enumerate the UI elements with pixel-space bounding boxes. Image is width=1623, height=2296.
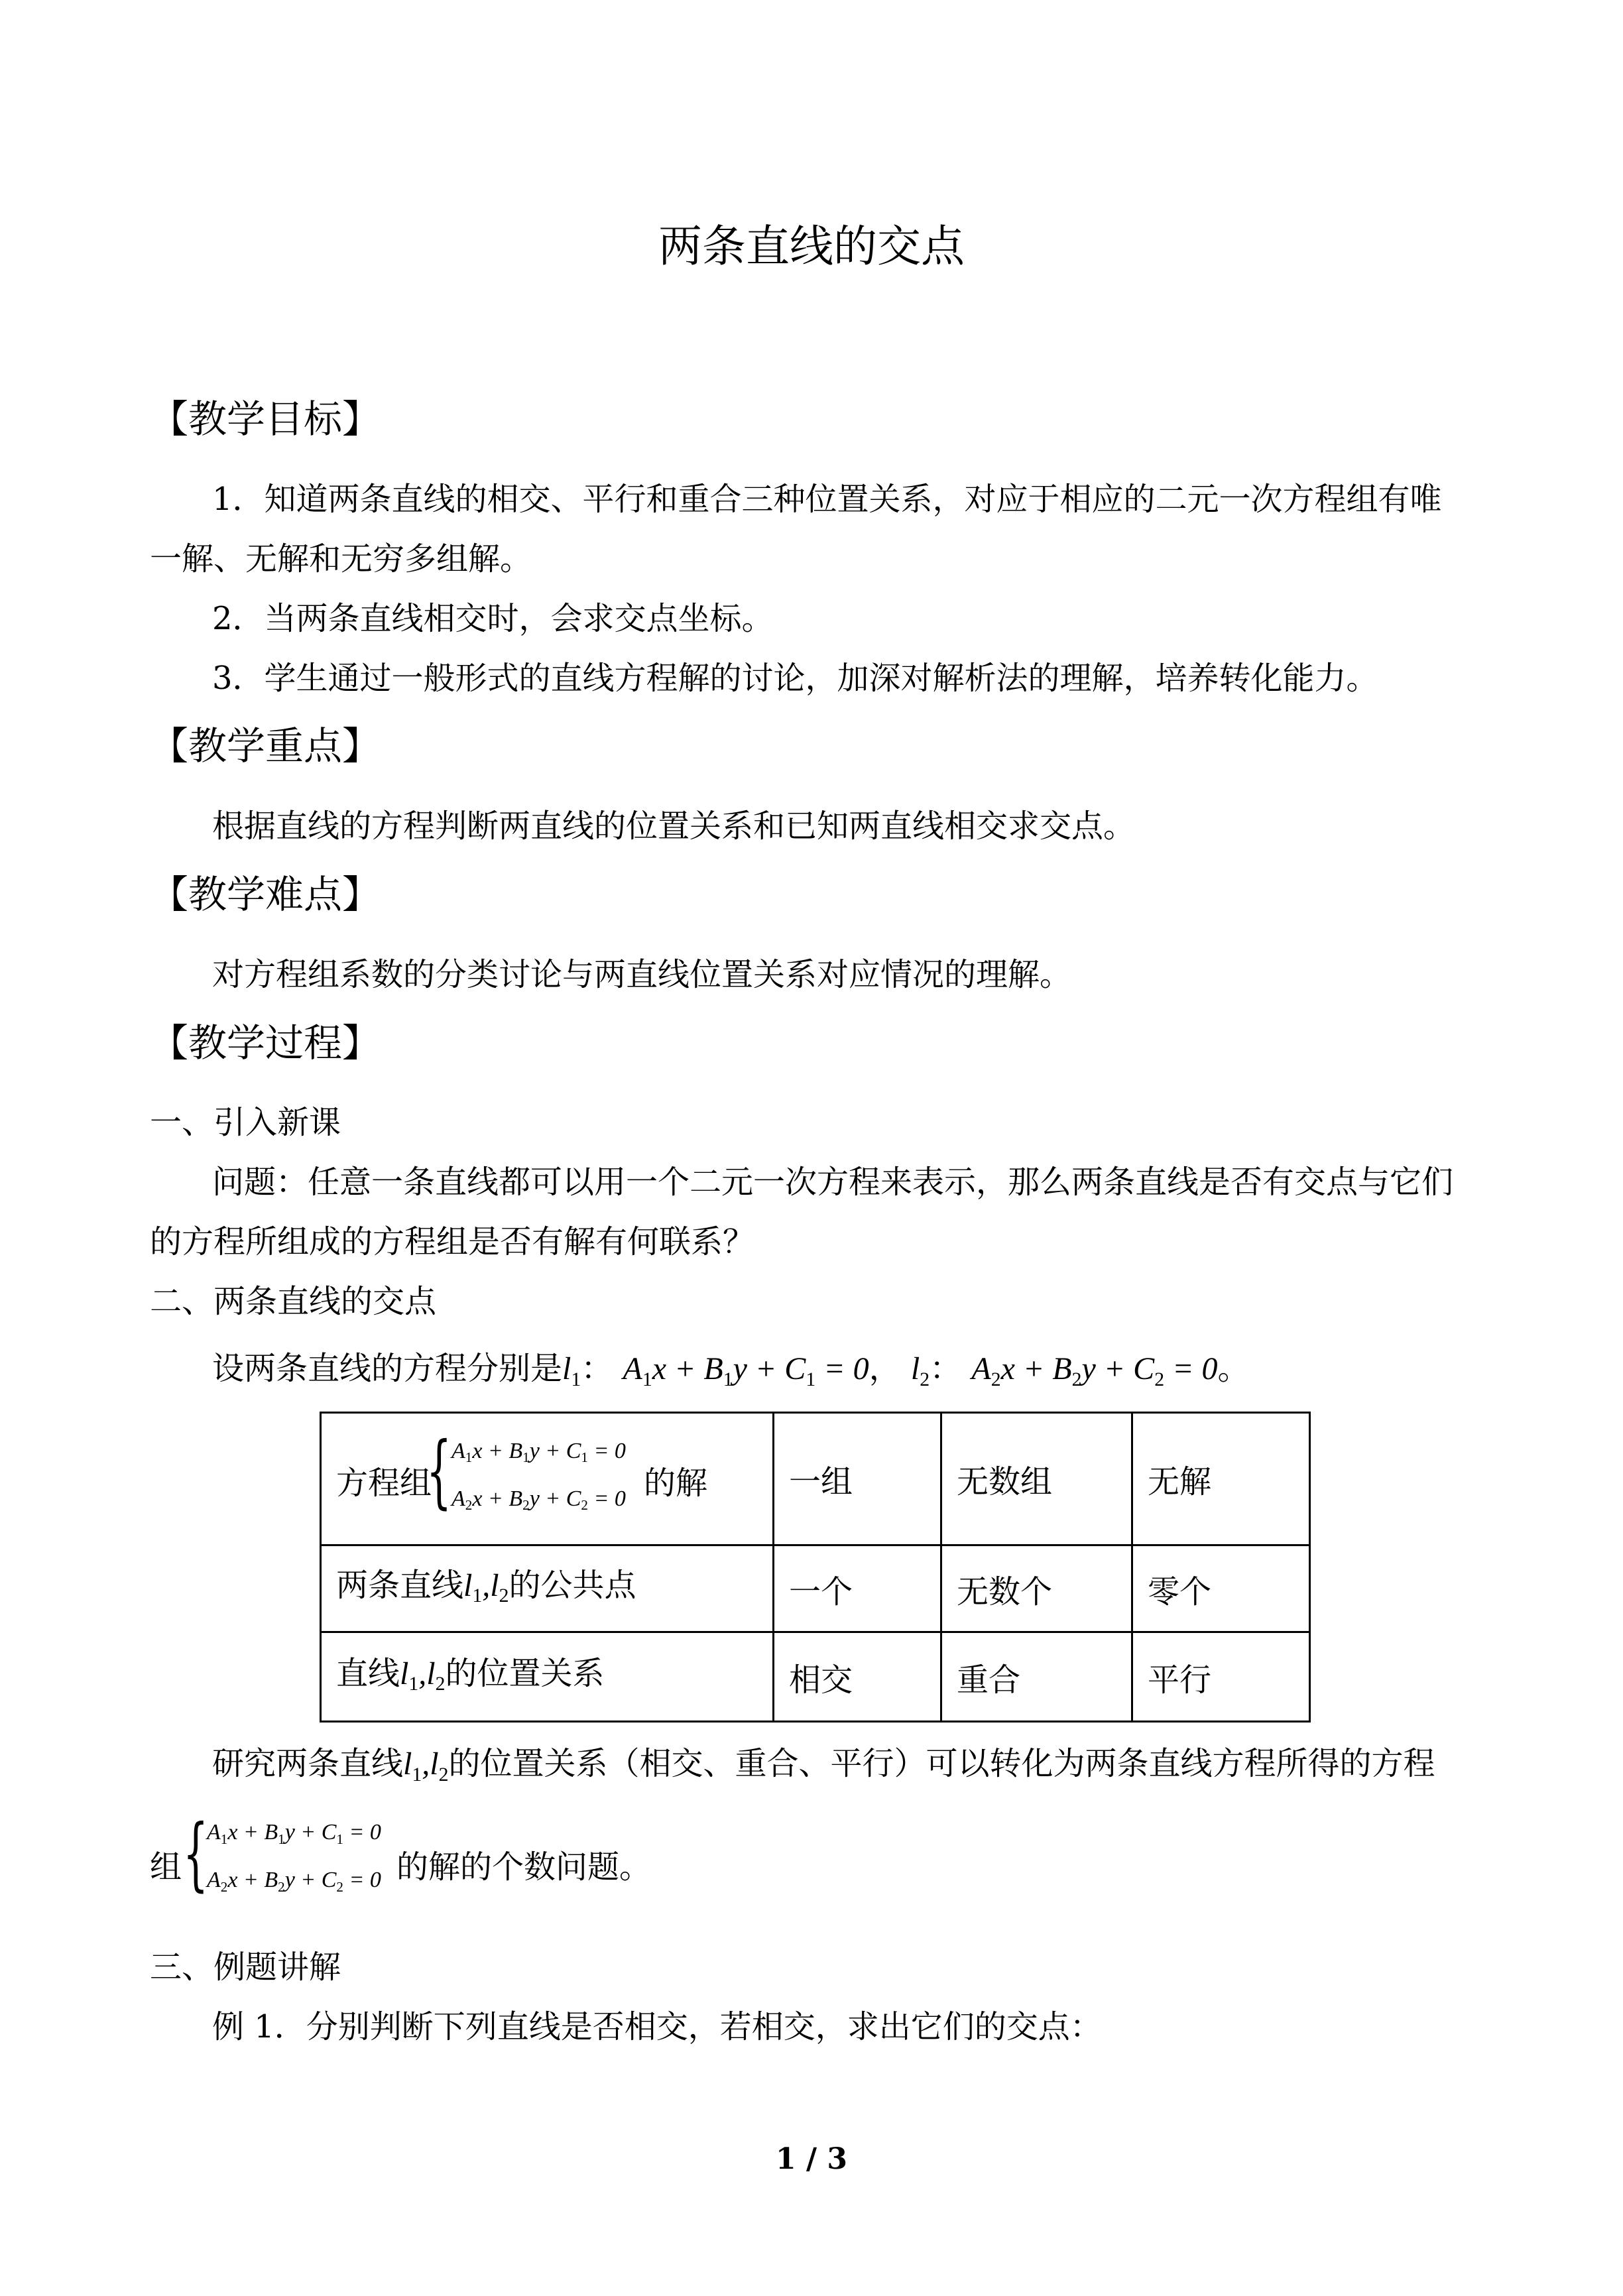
separator-comma: ， bbox=[869, 1350, 901, 1387]
part-2-title: 二、两条直线的交点 bbox=[150, 1283, 437, 1320]
row-label-solutions: 方程组 { A1x + B1y + C1 = 0 A2x + B2y + C2 = 0 的解 bbox=[321, 1413, 774, 1545]
example-1: 例 1．分别判断下列直线是否相交，若相交，求出它们的交点： bbox=[212, 2008, 1102, 2045]
part-3-title: 三、例题讲解 bbox=[150, 1949, 341, 1986]
part-1-title: 一、引入新课 bbox=[150, 1104, 341, 1141]
equation-l1: A1x + B1y + C1 = 0 bbox=[623, 1351, 869, 1390]
intro-prefix: 设两条直线的方程分别是 bbox=[212, 1350, 563, 1387]
research-line-1: 研究两条直线l1,l2的位置关系（相交、重合、平行）可以转化为两条直线方程所得的方程 bbox=[212, 1745, 1435, 1785]
row-label-position: 直线l1,l2的位置关系 bbox=[321, 1632, 774, 1722]
key-points-text: 根据直线的方程判断两直线的位置关系和已知两直线相交求交点。 bbox=[212, 808, 1136, 845]
line-l1-symbol: l1 bbox=[562, 1351, 581, 1390]
table-row-solutions bbox=[321, 1413, 1310, 1545]
difficulty-heading: 【教学难点】 bbox=[150, 872, 381, 917]
research-line-2: 组 { A1x + B1y + C1 = 0 A2x + B2y + C2 = 0 的解的个数问题。 bbox=[150, 1808, 652, 1900]
cell-parallel: 平行 bbox=[1132, 1632, 1310, 1722]
cell-one-point: 一个 bbox=[774, 1545, 941, 1632]
system-eq-1: A1x + B1y + C1 = 0 bbox=[451, 1438, 626, 1466]
cell-coincide: 重合 bbox=[941, 1632, 1132, 1722]
goal-1-line-1: 1．知道两条直线的相交、平行和重合三种位置关系，对应于相应的二元一次方程组有唯 bbox=[212, 481, 1442, 518]
table-row-common-points bbox=[321, 1545, 1310, 1632]
key-points-heading: 【教学重点】 bbox=[150, 723, 381, 768]
goal-1-line-2: 一解、无解和无穷多组解。 bbox=[150, 540, 532, 577]
system-eq-2: A2x + B2y + C2 = 0 bbox=[451, 1486, 626, 1514]
system-2-eq-1: A1x + B1y + C1 = 0 bbox=[207, 1820, 381, 1847]
goal-3: 3．学生通过一般形式的直线方程解的讨论，加深对解析法的理解，培养转化能力。 bbox=[212, 660, 1378, 697]
row-label-common-points: 两条直线l1,l2的公共点 bbox=[321, 1545, 774, 1632]
equation-l2: A2x + B2y + C2 = 0 bbox=[971, 1351, 1218, 1390]
goal-2: 2．当两条直线相交时，会求交点坐标。 bbox=[212, 600, 774, 637]
cell-zero-points: 零个 bbox=[1132, 1545, 1310, 1632]
part-2-intro bbox=[212, 1339, 1249, 1403]
cell-no-solution: 无解 bbox=[1132, 1413, 1310, 1545]
part-1-question-line-1: 问题：任意一条直线都可以用一个二元一次方程来表示，那么两条直线是否有交点与它们 bbox=[212, 1164, 1454, 1201]
system-brace-2: { bbox=[183, 1808, 209, 1900]
line-l2-symbol: l2 bbox=[910, 1351, 930, 1390]
cell-infinite-solutions: 无数组 bbox=[941, 1413, 1132, 1545]
colon-1: ： bbox=[581, 1350, 613, 1387]
page-number: 1 / 3 bbox=[776, 2142, 847, 2176]
document-title: 两条直线的交点 bbox=[658, 221, 965, 272]
colon-2: ： bbox=[930, 1350, 962, 1387]
cell-infinite-points: 无数个 bbox=[941, 1545, 1132, 1632]
intro-end: 。 bbox=[1217, 1350, 1250, 1387]
cell-intersect: 相交 bbox=[774, 1632, 941, 1722]
difficulty-text: 对方程组系数的分类讨论与两直线位置关系对应情况的理解。 bbox=[212, 956, 1072, 993]
table-row-position bbox=[321, 1632, 1310, 1722]
system-2-eq-2: A2x + B2y + C2 = 0 bbox=[207, 1868, 381, 1895]
relationship-table bbox=[320, 1412, 1311, 1722]
part-1-question-line-2: 的方程所组成的方程组是否有解有何联系？ bbox=[150, 1223, 755, 1260]
goals-heading: 【教学目标】 bbox=[150, 396, 381, 442]
system-brace: { bbox=[426, 1425, 452, 1518]
process-heading: 【教学过程】 bbox=[150, 1020, 381, 1065]
cell-one-solution: 一组 bbox=[774, 1413, 941, 1545]
